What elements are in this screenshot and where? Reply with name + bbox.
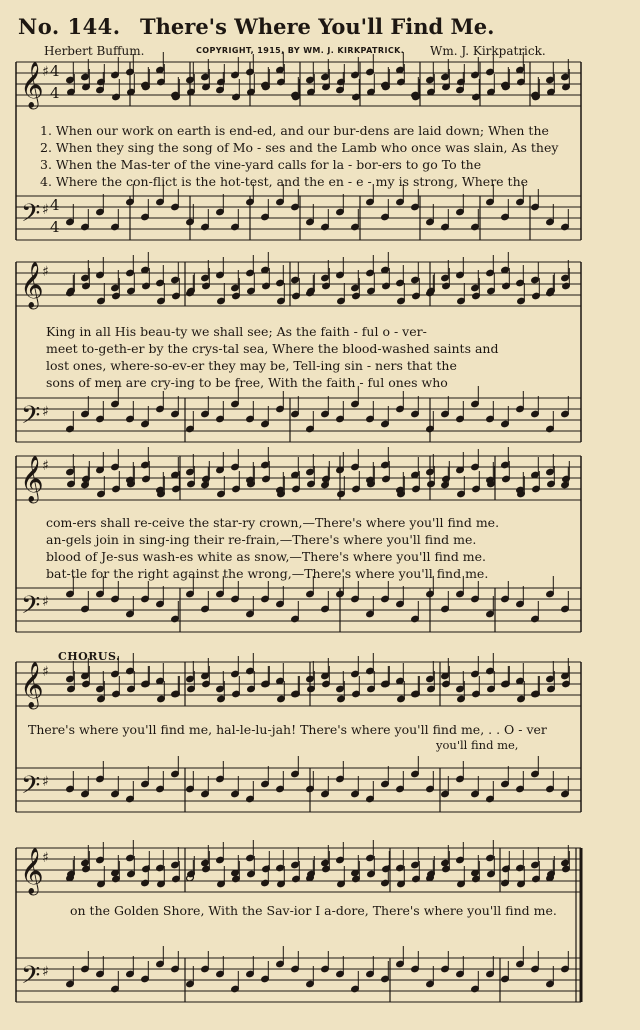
key-signature-sharp: ♯ [42, 404, 49, 420]
verse-1-line-2: King in all His beau-ty we shall see; As the faith - ful o - ver- [46, 324, 427, 339]
hymn-number: No. 144. [18, 14, 121, 39]
treble-clef: 𝄞 [20, 456, 44, 502]
key-signature-sharp: ♯ [42, 964, 49, 980]
composer-credit: Wm. J. Kirkpatrick. [430, 44, 546, 58]
verse-4-line-1: 4. Where the con-flict is the hot-test, and the en - e - my is strong, Where the [40, 174, 529, 189]
chorus-line-2: on the Golden Shore, With the Sav-ior I a-dore, There's where you'll find me. [70, 903, 557, 918]
chorus-line-1: There's where you'll find me, hal-le-lu-jah! There's where you'll find me, . . O - ver [28, 722, 547, 737]
key-signature-sharp: ♯ [42, 64, 49, 80]
key-signature-sharp: ♯ [42, 774, 49, 790]
verse-3-line-1: 3. When the Mas-ter of the vine-yard calls for la - bor-ers to go To the [40, 157, 482, 172]
copyright-notice: COPYRIGHT, 1915, BY WM. J. KIRKPATRICK. [196, 46, 405, 55]
treble-clef: 𝄞 [20, 62, 44, 108]
bass-clef: 𝄢 [21, 771, 41, 806]
verse-1-line-1: 1. When our work on earth is end-ed, and our bur-dens are laid down; When the [40, 123, 549, 138]
lyricist-credit: Herbert Buffum. [44, 44, 145, 58]
treble-clef: 𝄞 [20, 662, 44, 708]
verse-4-line-3: bat-tle for the right against the wrong,—There's where you'll find me. [46, 566, 489, 581]
bass-clef: 𝄢 [21, 199, 41, 234]
verse-4-line-2: sons of men are cry-ing to be free, With the faith - ful ones who [46, 375, 448, 390]
chorus-echo: you'll find me, [436, 738, 519, 752]
bass-clef: 𝄢 [21, 591, 41, 626]
time-signature-bottom: 4 [50, 218, 60, 236]
verse-2-line-2: meet to-geth-er by the crys-tal sea, Where the blood-washed saints and [46, 341, 499, 356]
treble-clef: 𝄞 [20, 262, 44, 308]
bass-clef: 𝄢 [21, 961, 41, 996]
key-signature-sharp: ♯ [42, 458, 49, 474]
key-signature-sharp: ♯ [42, 594, 49, 610]
time-signature-top: 4 [50, 62, 60, 80]
key-signature-sharp: ♯ [42, 664, 49, 680]
verse-2-line-3: an-gels join in sing-ing their re-frain,—There's where you'll find me. [46, 532, 477, 547]
hymn-title: There's Where You'll Find Me. [140, 14, 495, 39]
key-signature-sharp: ♯ [42, 202, 49, 218]
bass-clef: 𝄢 [21, 401, 41, 436]
verse-2-line-1: 2. When they sing the song of Mo - ses and the Lamb who once was slain, As they [40, 140, 559, 155]
treble-clef: 𝄞 [20, 848, 44, 894]
time-signature-top: 4 [50, 196, 60, 214]
verse-1-line-3: com-ers shall re-ceive the star-ry crown,—There's where you'll find me. [46, 515, 500, 530]
verse-3-line-3: blood of Je-sus wash-es white as snow,—There's where you'll find me. [46, 549, 487, 564]
key-signature-sharp: ♯ [42, 850, 49, 866]
time-signature-bottom: 4 [50, 84, 60, 102]
chorus-label: CHORUS. [58, 650, 121, 663]
verse-3-line-2: lost ones, where-so-ev-er they may be, Tell-ing sin - ners that the [46, 358, 457, 373]
key-signature-sharp: ♯ [42, 264, 49, 280]
